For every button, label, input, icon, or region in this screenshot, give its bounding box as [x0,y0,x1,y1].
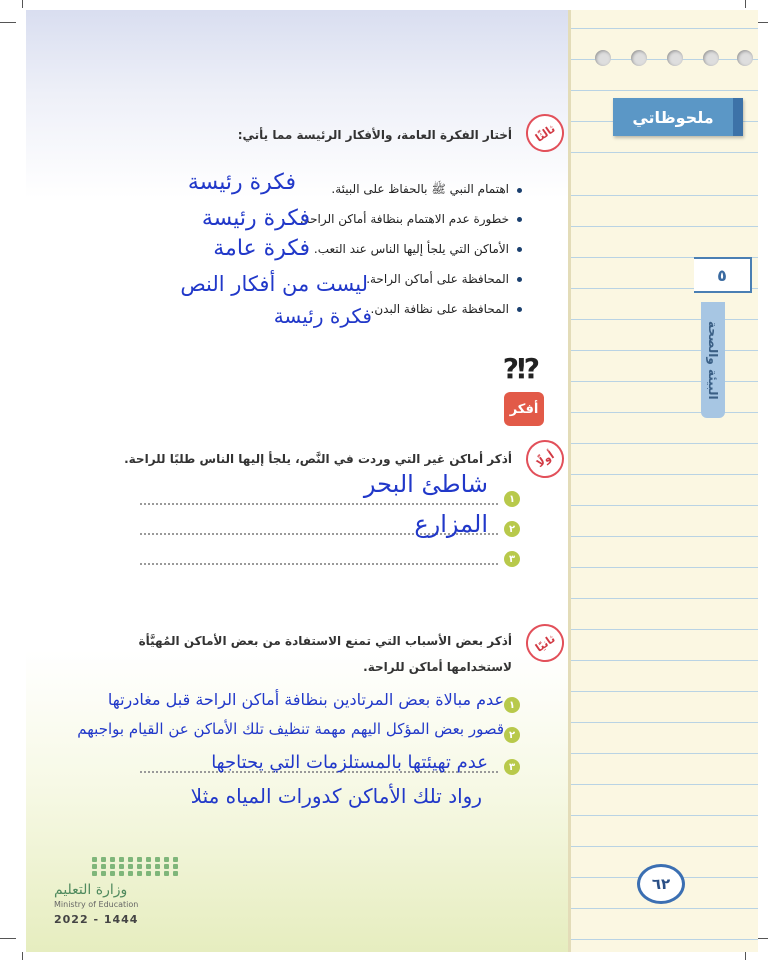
number-circle-icon: ٣ [504,759,520,775]
badge-label: أولًا [533,448,557,470]
bullet-dot-icon [517,307,522,312]
bullet-item [366,272,522,286]
ministry-name-en: Ministry of Education [54,900,139,909]
bullet-item [314,242,522,256]
instruction-reasons-line1: أذكر بعض الأسباب التي تمنع الاستفادة من بعض الأماكن المُهيَّأة [138,634,512,648]
instruction-places: أذكر أماكن غير التي وردت في النَّص، يلجأ إليها الناس طلبًا للراحة. [124,452,512,466]
handwritten-answer: ليست من أفكار النص [180,272,368,296]
bullet-text: الأماكن التي يلجأ إليها الناس عند التعب. [313,242,509,256]
think-badge: أفكر [504,392,544,426]
ministry-logo-mark-icon [92,857,174,876]
notes-strip [568,10,758,952]
number-circle-icon: ٣ [504,551,520,567]
handwritten-answer: عدم مبالاة بعض المرتادين بنظافة أماكن الراحة قبل مغادرتها [107,690,504,709]
crop-mark [745,952,746,960]
bullet-item [300,212,522,226]
ring-hole-icon [703,50,719,66]
crop-mark [0,938,16,939]
badge-label: ثالثًا [532,121,558,145]
number-circle-icon: ٢ [504,521,520,537]
dotted-line [140,563,498,565]
unit-title-tab [701,302,725,418]
handwritten-answer: عدم تهيئتها بالمستلزمات التي يحتاجها [211,752,488,773]
crop-mark [0,22,16,23]
badge-label: ثانيًا [532,631,558,655]
ministry-name-ar: وزارة التعليم [54,882,128,898]
bullet-item [331,182,522,199]
instruction-reasons-line2: لاستخدامها أماكن للراحة. [363,660,512,674]
crop-mark [22,952,23,960]
handwritten-answer: فكرة رئيسة [187,170,296,195]
section-badge-third [519,107,572,160]
notes-title-tab: ملحوظاتي [613,98,743,136]
handwritten-answer: قصور بعض المؤكل اليهم مهمة تنظيف تلك الأماكن عن القيام بواجبهم [77,720,504,738]
bullet-item [371,302,522,316]
unit-number-box: ٥ [694,257,752,293]
instruction-main-ideas: أختار الفكرة العامة، والأفكار الرئيسة مما يأتي: [237,128,512,142]
ring-hole-icon [631,50,647,66]
number-circle-icon: ٢ [504,727,520,743]
page-number: ٦٢ [637,864,685,904]
unit-title: البيئة والصحة [706,320,720,400]
crop-mark [22,0,23,8]
handwritten-answer: فكرة رئيسة [273,304,372,328]
dotted-line [140,503,498,505]
handwritten-continuation: رواد تلك الأماكن كدورات المياه مثلا [190,784,482,808]
ring-hole-icon [667,50,683,66]
section-badge-second [519,617,572,670]
bullet-text: اهتمام النبي ﷺ بالحفاظ على البيئة. [331,182,509,196]
bullet-text: المحافظة على أماكن الراحة. [366,272,509,286]
bullet-text: المحافظة على نظافة البدن. [370,302,509,316]
ministry-logo [54,857,174,926]
number-circle-icon: ١ [504,491,520,507]
handwritten-answer: فكرة عامة [213,236,310,261]
handwritten-answer: شاطئ البحر [363,470,488,498]
handwritten-answer: المزارع [414,510,488,538]
number-circle-icon: ١ [504,697,520,713]
answer-row [140,550,520,568]
question-exclamation-icon: ?!? [502,352,536,385]
section-badge-first [519,433,572,486]
bullet-text: خطورة عدم الاهتمام بنظافة أماكن الراحة. [299,212,509,226]
bullet-dot-icon [517,217,522,222]
bullet-dot-icon [517,277,522,282]
content-panel [26,10,568,952]
ring-hole-icon [737,50,753,66]
handwritten-answer: فكرة رئيسة [201,206,310,231]
edition-year: 2022 - 1444 [54,913,139,926]
bullet-dot-icon [517,188,522,193]
ring-hole-icon [595,50,611,66]
crop-mark [745,0,746,8]
bullet-dot-icon [517,247,522,252]
